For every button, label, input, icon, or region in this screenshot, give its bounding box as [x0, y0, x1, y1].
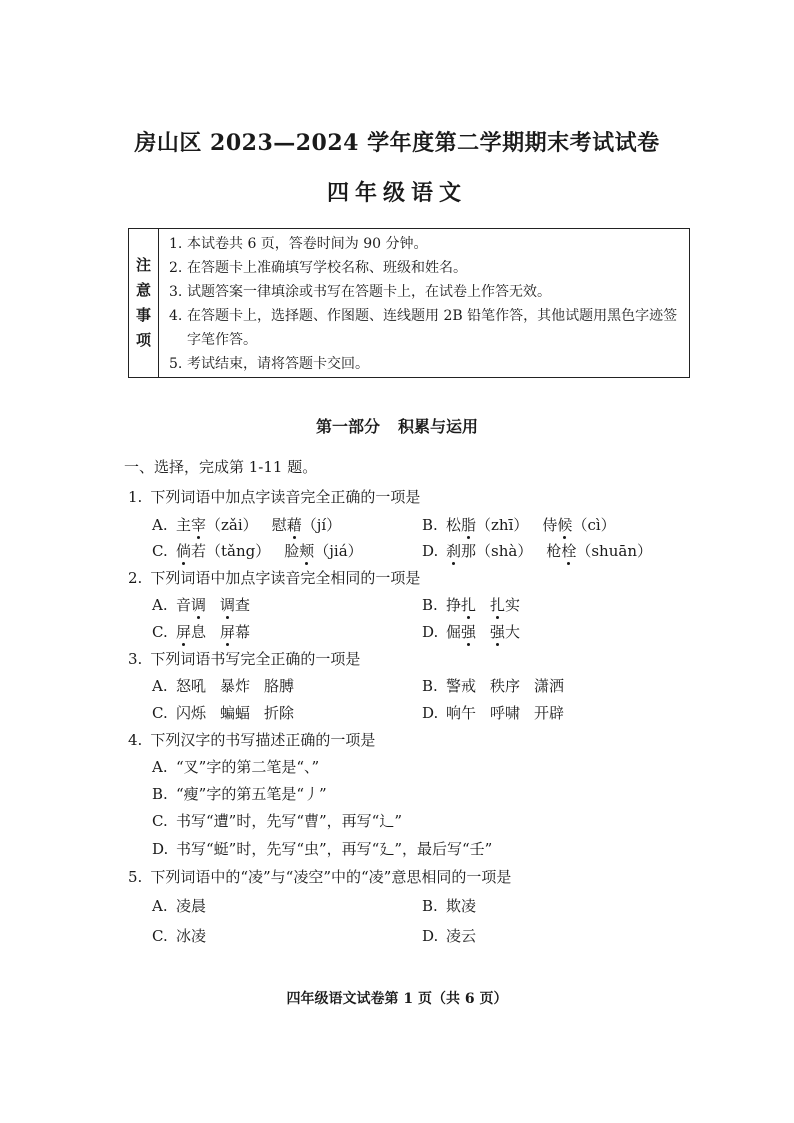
option-text: 欺凌: [446, 897, 477, 915]
option-letter: A.: [152, 516, 168, 534]
option-word: 松脂（zhī）: [446, 516, 529, 534]
option-letter: C.: [152, 812, 168, 830]
emphasized-char: 藉: [286, 516, 302, 534]
option-word: 屏息: [176, 623, 207, 641]
exam-title: 房山区 2023—2024 学年度第二学期期末考试试卷: [134, 130, 660, 156]
option-d: [422, 621, 520, 642]
option-text: 书写“蜓”时，先写“虫”，再写“廴”，最后写“壬”: [176, 840, 493, 858]
option-letter: B.: [422, 516, 438, 534]
option-letter: B.: [152, 785, 168, 803]
option-word: 倘若（tǎng）: [176, 542, 271, 560]
option-word: 开辟: [534, 704, 565, 722]
question-stem: [128, 866, 511, 887]
notice-label-char: 项: [135, 331, 151, 349]
option-letter: A.: [152, 758, 168, 776]
emphasized-char: 倘: [176, 542, 192, 560]
notice-list: [169, 232, 683, 376]
option-letter: D.: [422, 623, 439, 641]
option-c: [152, 621, 250, 642]
option-c: [152, 540, 363, 561]
emphasized-char: 扎: [461, 596, 477, 614]
option-b: [422, 594, 520, 615]
option-text: 凌晨: [176, 897, 207, 915]
question-number: 2.: [128, 569, 143, 587]
question-stem: [128, 729, 375, 750]
option-word: 秩序: [490, 677, 521, 695]
question-stem: [128, 486, 420, 507]
emphasized-char: 刹: [446, 542, 462, 560]
emphasized-char: 宰: [191, 516, 207, 534]
notice-item-number: 5.: [169, 356, 183, 372]
option-word: 胳膊: [264, 677, 295, 695]
option-word: 调查: [220, 596, 251, 614]
option-word: 侍候（cì）: [542, 516, 616, 534]
question-stem: [128, 567, 420, 588]
section-title: [0, 414, 794, 437]
part-heading: 一、选择，完成第 1-11 题。: [124, 458, 318, 476]
option-b: [422, 895, 476, 916]
option-word: 响午: [446, 704, 477, 722]
option-d: [422, 702, 564, 723]
option-letter: B.: [422, 897, 438, 915]
notice-item-number: 2.: [169, 260, 183, 276]
option-letter: C.: [152, 542, 168, 560]
question-text: 下列词语中的“凌”与“凌空”中的“凌”意思相同的一项是: [150, 868, 512, 886]
notice-item-text: 本试卷共 6 页，答卷时间为 90 分钟。: [187, 236, 428, 252]
option-b: [422, 514, 616, 535]
notice-box: [128, 228, 690, 378]
question-text: 下列词语书写完全正确的一项是: [150, 650, 361, 668]
option-word: 蝙蝠: [220, 704, 251, 722]
emphasized-char: 脂: [461, 516, 477, 534]
option-word: 挣扎: [446, 596, 477, 614]
notice-item-number: 1.: [169, 236, 183, 252]
option-b: [422, 675, 564, 696]
notice-label: [129, 229, 159, 377]
notice-item-number: 3.: [169, 284, 183, 300]
emphasized-char: 扎: [490, 596, 506, 614]
option-letter: B.: [422, 677, 438, 695]
notice-label-char: 事: [135, 306, 151, 324]
option-word: 呼啸: [490, 704, 521, 722]
option-word: 主宰（zǎi）: [176, 516, 258, 534]
question-number: 3.: [128, 650, 143, 668]
option-c: [152, 925, 206, 946]
notice-item: [169, 280, 683, 304]
notice-item-text: 在答题卡上准确填写学校名称、班级和姓名。: [187, 260, 467, 276]
question-text: 下列词语中加点字读音完全相同的一项是: [150, 569, 421, 587]
option-word: 强大: [490, 623, 521, 641]
notice-label-char: 注: [135, 256, 151, 274]
question-stem: [128, 648, 360, 669]
option-letter: B.: [422, 596, 438, 614]
notice-item-number: 4.: [169, 308, 183, 324]
option-word: 枪栓（shuān）: [546, 542, 652, 560]
emphasized-char: 调: [220, 596, 236, 614]
emphasized-char: 强: [461, 623, 477, 641]
notice-item-text: 在答题卡上，选择题、作图题、连线题用 2B 铅笔作答，其他试题用黑色字迹签字笔作答。: [187, 308, 678, 348]
emphasized-char: 栓: [561, 542, 577, 560]
notice-item: [169, 232, 683, 256]
option-letter: C.: [152, 704, 168, 722]
section-part: 第一部分: [315, 417, 380, 436]
option-word: 警戒: [446, 677, 477, 695]
notice-item-text: 考试结束，请将答题卡交回。: [187, 356, 369, 372]
page-footer: 四年级语文试卷第 1 页（共 6 页）: [286, 991, 508, 1007]
option-a: [152, 895, 206, 916]
option-word: 屏幕: [220, 623, 251, 641]
notice-label-char: 意: [135, 281, 151, 299]
option-c: [152, 810, 402, 831]
option-a: [152, 514, 341, 535]
option-word: 折除: [264, 704, 295, 722]
option-word: 脸颊（jiá）: [284, 542, 363, 560]
option-word: 刹那（shà）: [446, 542, 533, 560]
emphasized-char: 屏: [220, 623, 236, 641]
question-number: 4.: [128, 731, 143, 749]
option-a: [152, 756, 319, 777]
section-name: 积累与运用: [398, 417, 479, 436]
option-c: [152, 702, 294, 723]
option-word: 扎实: [490, 596, 521, 614]
emphasized-char: 调: [191, 596, 207, 614]
question-text: 下列汉字的书写描述正确的一项是: [150, 731, 376, 749]
emphasized-char: 候: [557, 516, 573, 534]
option-word: 怒吼: [176, 677, 207, 695]
option-word: 倔强: [446, 623, 477, 641]
option-word: 闪烁: [176, 704, 207, 722]
option-letter: D.: [422, 927, 439, 945]
option-letter: D.: [152, 840, 169, 858]
question-text: 下列词语中加点字读音完全正确的一项是: [150, 488, 421, 506]
option-text: 冰凌: [176, 927, 207, 945]
option-letter: A.: [152, 897, 168, 915]
option-a: [152, 675, 294, 696]
option-d: [422, 925, 476, 946]
option-a: [152, 594, 250, 615]
notice-item: [169, 256, 683, 280]
emphasized-char: 屏: [176, 623, 192, 641]
notice-item: [169, 304, 683, 352]
option-word: 潇洒: [534, 677, 565, 695]
option-b: [152, 783, 327, 804]
option-text: “叉”字的第二笔是“、”: [176, 758, 320, 776]
option-text: 书写“遭”时，先写“曹”，再写“辶”: [176, 812, 403, 830]
option-letter: C.: [152, 623, 168, 641]
option-letter: A.: [152, 596, 168, 614]
option-word: 暴炸: [220, 677, 251, 695]
exam-subject: 四年级语文: [326, 180, 467, 206]
option-text: “瘦”字的第五笔是“丿”: [176, 785, 327, 803]
option-word: 音调: [176, 596, 207, 614]
emphasized-char: 强: [490, 623, 506, 641]
option-text: 凌云: [446, 927, 477, 945]
option-letter: D.: [422, 542, 439, 560]
option-d: [422, 540, 652, 561]
option-letter: D.: [422, 704, 439, 722]
option-d: [152, 838, 492, 859]
emphasized-char: 颊: [299, 542, 315, 560]
question-number: 5.: [128, 868, 143, 886]
option-word: 慰藉（jí）: [271, 516, 342, 534]
notice-item: [169, 352, 683, 376]
notice-item-text: 试题答案一律填涂或书写在答题卡上，在试卷上作答无效。: [187, 284, 551, 300]
option-letter: A.: [152, 677, 168, 695]
question-number: 1.: [128, 488, 143, 506]
option-letter: C.: [152, 927, 168, 945]
